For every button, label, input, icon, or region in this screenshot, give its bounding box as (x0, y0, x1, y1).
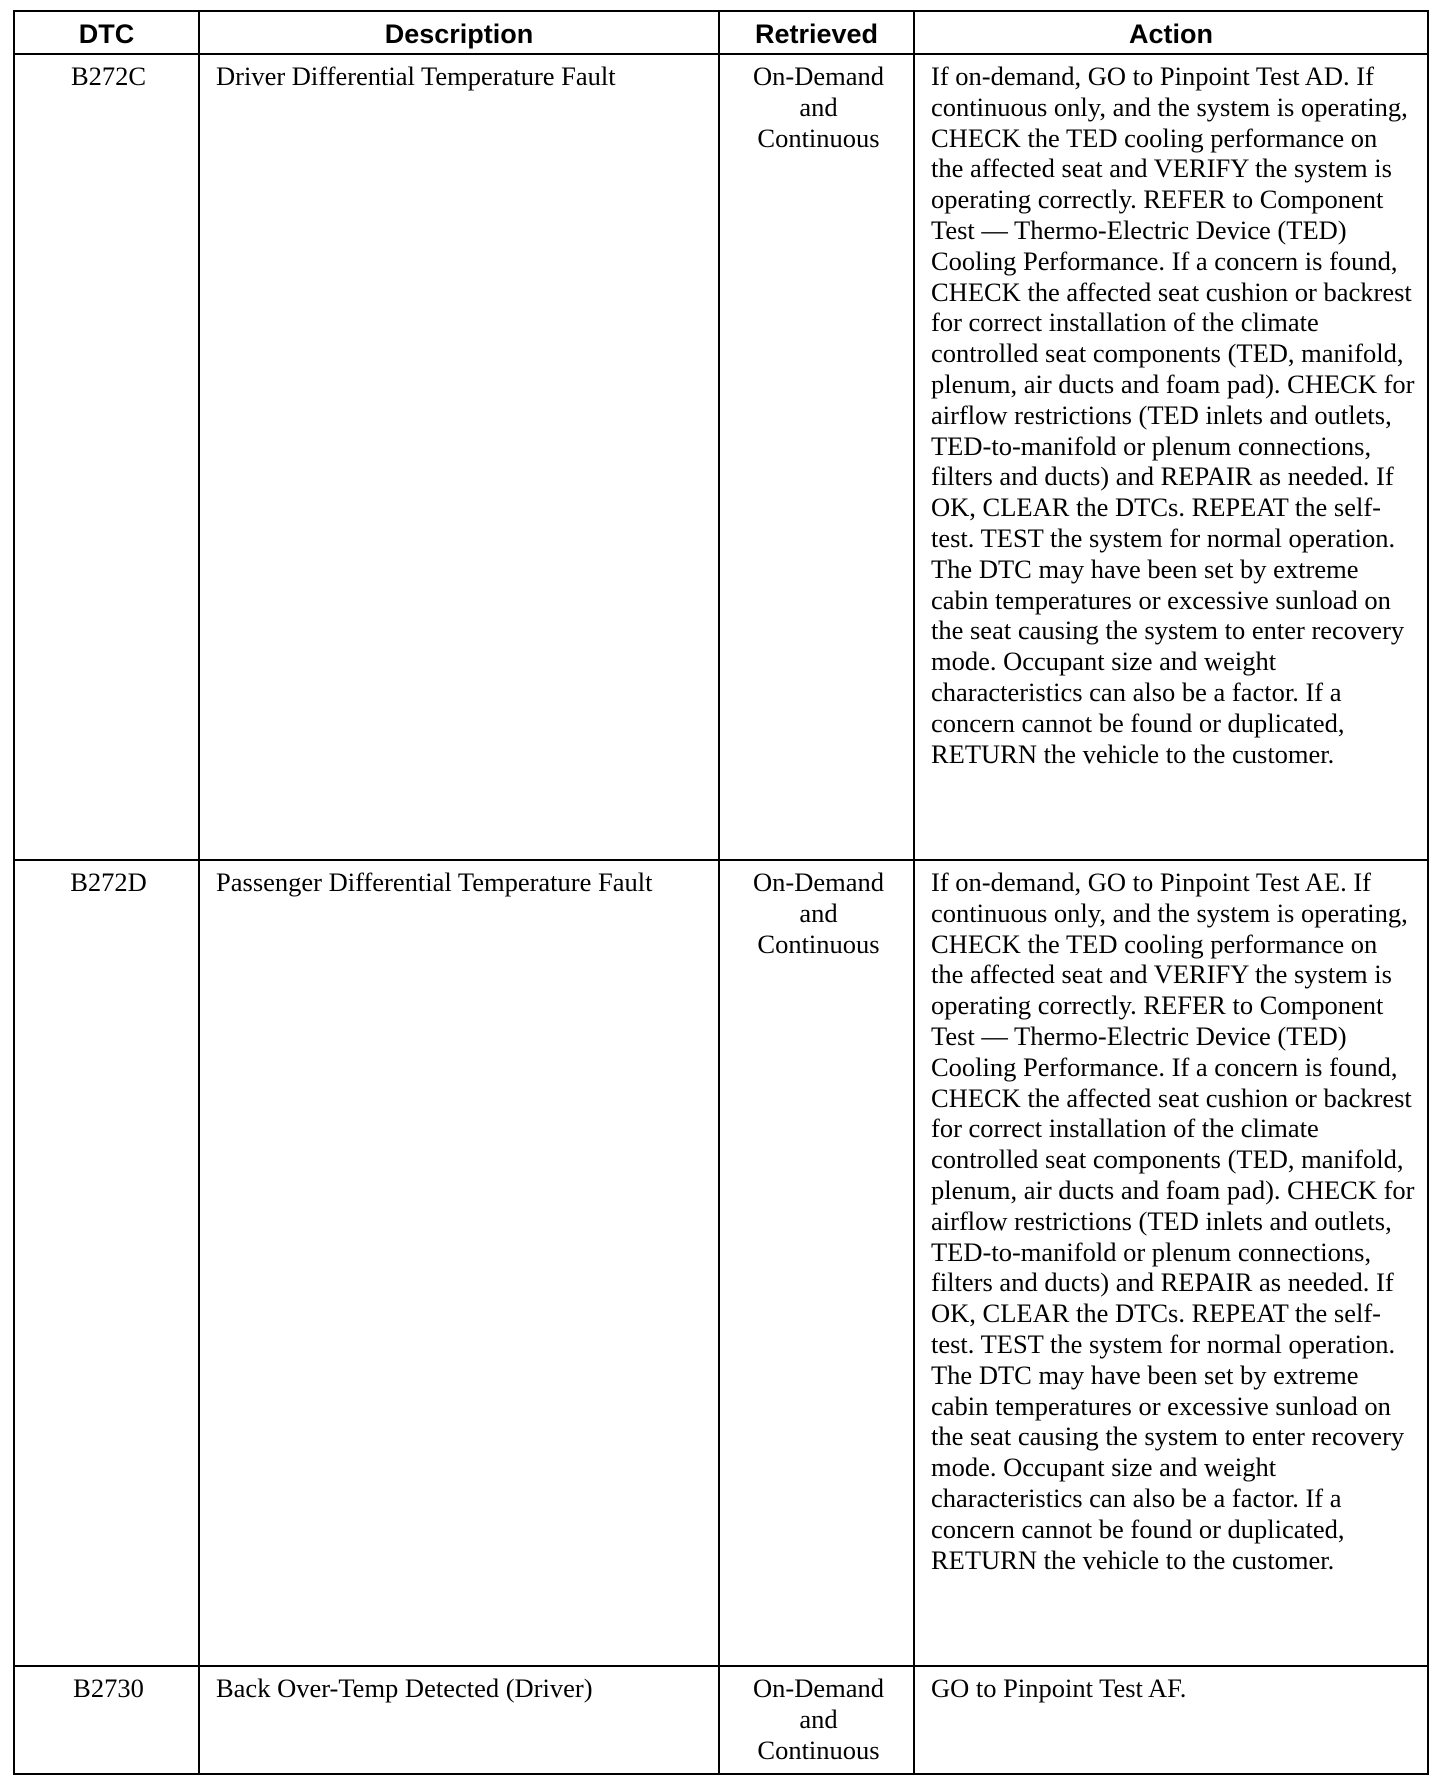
dtc-description: Back Over-Temp Detected (Driver) (199, 1666, 719, 1774)
header-dtc: DTC (14, 11, 199, 54)
retrieved-line: Continuous (757, 1734, 880, 1765)
dtc-code: B2730 (14, 1666, 199, 1774)
dtc-code: B272D (14, 860, 199, 1666)
dtc-description: Passenger Differential Temperature Fault (199, 860, 719, 1666)
table-row (14, 860, 1428, 1666)
dtc-retrieved (719, 1666, 914, 1774)
dtc-action: GO to Pinpoint Test AF. (914, 1666, 1428, 1774)
retrieved-line: On-Demand (753, 61, 884, 91)
retrieved-line: and (799, 1703, 838, 1734)
dtc-description: Driver Differential Temperature Fault (199, 54, 719, 860)
dtc-retrieved (719, 54, 914, 860)
retrieved-line: On-Demand (753, 1673, 884, 1703)
retrieved-line: On-Demand (753, 867, 884, 897)
table-row (14, 1666, 1428, 1774)
dtc-action: If on-demand, GO to Pinpoint Test AE. If continuous only, and the system is operating, CHECK the TED cooling performance on the affected seat and VERIFY the system is operating correctly. REFER to Component Test — Thermo-Electric Device (TED) Cooling Performance. If a concern is found, CHECK the affected seat cushion or backrest for correct installation of the climate controlled seat components (TED, manifold, plenum, air ducts and foam pad). CHECK for airflow restrictions (TED inlets and outlets, TED-to-manifold or plenum connections, filters and ducts) and REPAIR as needed. If OK, CLEAR the DTCs. REPEAT the self-test. TEST the system for normal operation. The DTC may have been set by extreme cabin temperatures or excessive sunload on the seat causing the system to enter recovery mode. Occupant size and weight characteristics can also be a factor. If a concern cannot be found or duplicated, RETURN the vehicle to the customer. (914, 860, 1428, 1666)
dtc-action: If on-demand, GO to Pinpoint Test AD. If continuous only, and the system is operating, CHECK the TED cooling performance on the affected seat and VERIFY the system is operating correctly. REFER to Component Test — Thermo-Electric Device (TED) Cooling Performance. If a concern is found, CHECK the affected seat cushion or backrest for correct installation of the climate controlled seat components (TED, manifold, plenum, air ducts and foam pad). CHECK for airflow restrictions (TED inlets and outlets, TED-to-manifold or plenum connections, filters and ducts) and REPAIR as needed. If OK, CLEAR the DTCs. REPEAT the self-test. TEST the system for normal operation. The DTC may have been set by extreme cabin temperatures or excessive sunload on the seat causing the system to enter recovery mode. Occupant size and weight characteristics can also be a factor. If a concern cannot be found or duplicated, RETURN the vehicle to the customer. (914, 54, 1428, 860)
table-header-row (14, 11, 1428, 54)
header-retrieved: Retrieved (719, 11, 914, 54)
retrieved-line: and (799, 91, 838, 122)
retrieved-line: and (799, 897, 838, 928)
table-row (14, 54, 1428, 860)
dtc-retrieved (719, 860, 914, 1666)
header-description: Description (199, 11, 719, 54)
dtc-table (13, 10, 1429, 1775)
header-action: Action (914, 11, 1428, 54)
dtc-code: B272C (14, 54, 199, 860)
retrieved-line: Continuous (757, 928, 880, 959)
retrieved-line: Continuous (757, 122, 880, 153)
